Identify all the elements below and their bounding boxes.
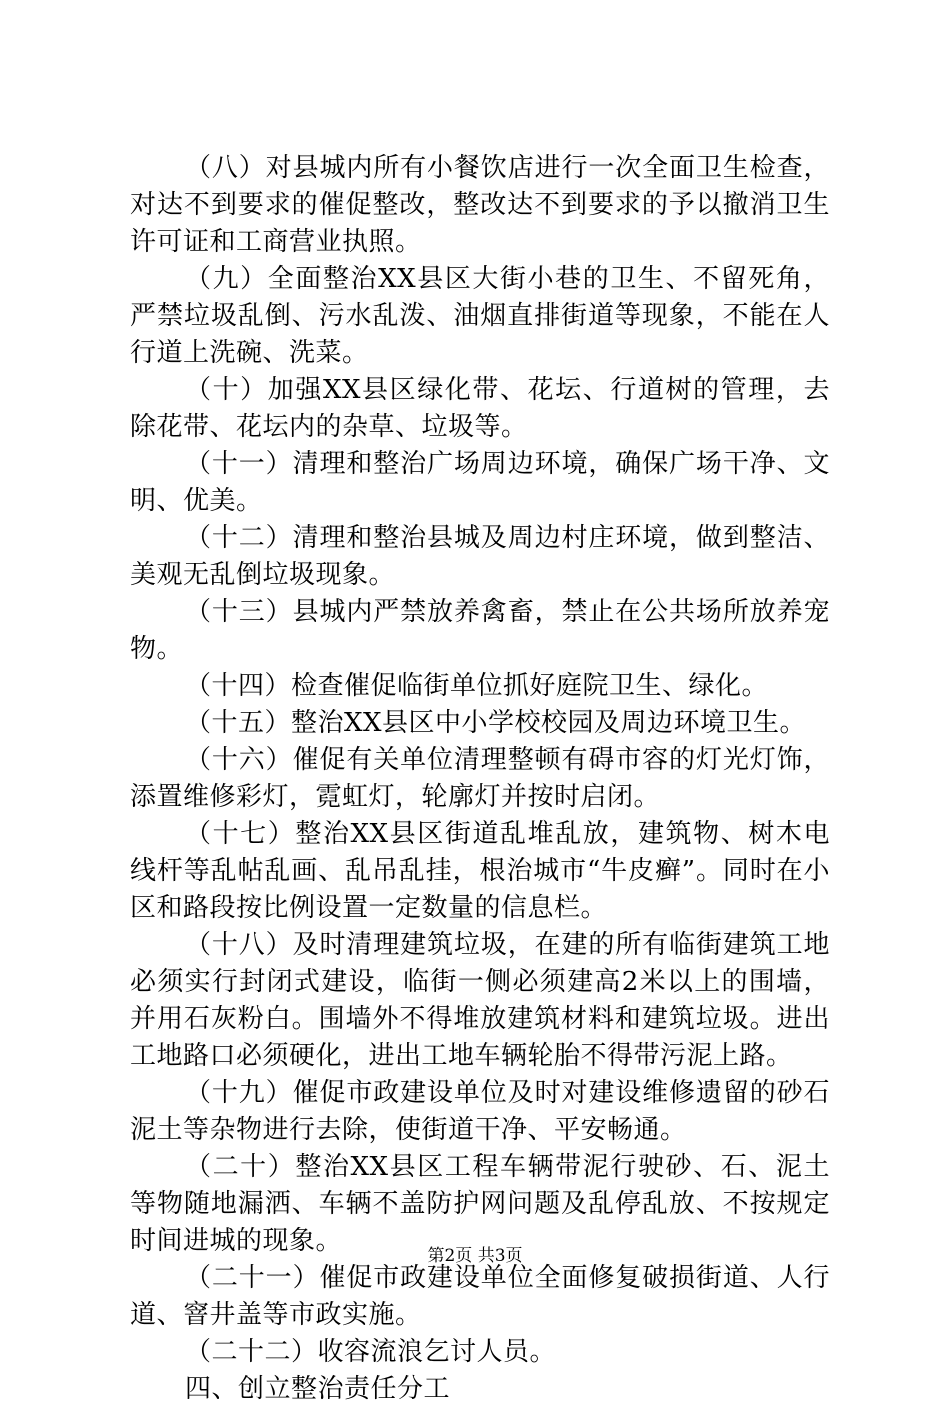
section-heading: 四、创立整治责任分工 — [185, 1374, 451, 1404]
paragraph-item-19: （十九）催促市政建设单位及时对建设维修遗留的砂石泥土等杂物进行去除，使街道干净、平安畅通。 — [130, 1078, 830, 1145]
paragraph-item-20: （二十）整治XX县区工程车辆带泥行驶砂、石、泥土等物随地漏洒、车辆不盖防护网问题及乱停乱放、不按规定时间进城的现象。 — [130, 1152, 830, 1256]
paragraph-item-8: （八）对县城内所有小餐饮店进行一次全面卫生检查，对达不到要求的催促整改，整改达不到要求的予以撤消卫生许可证和工商营业执照。 — [130, 153, 830, 257]
paragraph-item-22: （二十二）收容流浪乞讨人员。 — [185, 1337, 557, 1367]
paragraph-item-13: （十三）县城内严禁放养禽畜，禁止在公共场所放养宠物。 — [130, 597, 830, 664]
paragraph-item-18: （十八）及时清理建筑垃圾，在建的所有临街建筑工地必须实行封闭式建设，临街一侧必须建高2米以上的围墙，并用石灰粉白。围墙外不得堆放建筑材料和建筑垃圾。进出工地路口必须硬化，进出工地车辆轮胎不得带污泥上路。 — [130, 930, 830, 1071]
paragraph-item-9: （九）全面整治XX县区大街小巷的卫生、不留死角，严禁垃圾乱倒、污水乱泼、油烟直排街道等现象，不能在人行道上洗碗、洗菜。 — [130, 264, 830, 368]
paragraph-item-17: （十七）整治XX县区街道乱堆乱放，建筑物、树木电线杆等乱帖乱画、乱吊乱挂，根治城市“牛皮癣”。同时在小区和路段按比例设置一定数量的信息栏。 — [130, 819, 830, 923]
paragraph-item-15: （十五）整治XX县区中小学校校园及周边环境卫生。 — [185, 708, 807, 738]
paragraph-item-12: （十二）清理和整治县城及周边村庄环境，做到整洁、美观无乱倒垃圾现象。 — [130, 523, 830, 590]
paragraph-item-16: （十六）催促有关单位清理整顿有碍市容的灯光灯饰，添置维修彩灯，霓虹灯，轮廓灯并按时启闭。 — [130, 745, 830, 812]
paragraph-item-10: （十）加强XX县区绿化带、花坛、行道树的管理，去除花带、花坛内的杂草、垃圾等。 — [130, 375, 830, 442]
page-number-footer: 第2页 共3页 — [427, 1246, 523, 1266]
paragraph-item-11: （十一）清理和整治广场周边环境，确保广场干净、文明、优美。 — [130, 449, 830, 516]
paragraph-item-21: （二十一）催促市政建设单位全面修复破损街道、人行道、窨井盖等市政实施。 — [130, 1263, 830, 1330]
document-body — [130, 150, 830, 1408]
paragraph-item-14: （十四）检查催促临街单位抓好庭院卫生、绿化。 — [185, 671, 769, 701]
